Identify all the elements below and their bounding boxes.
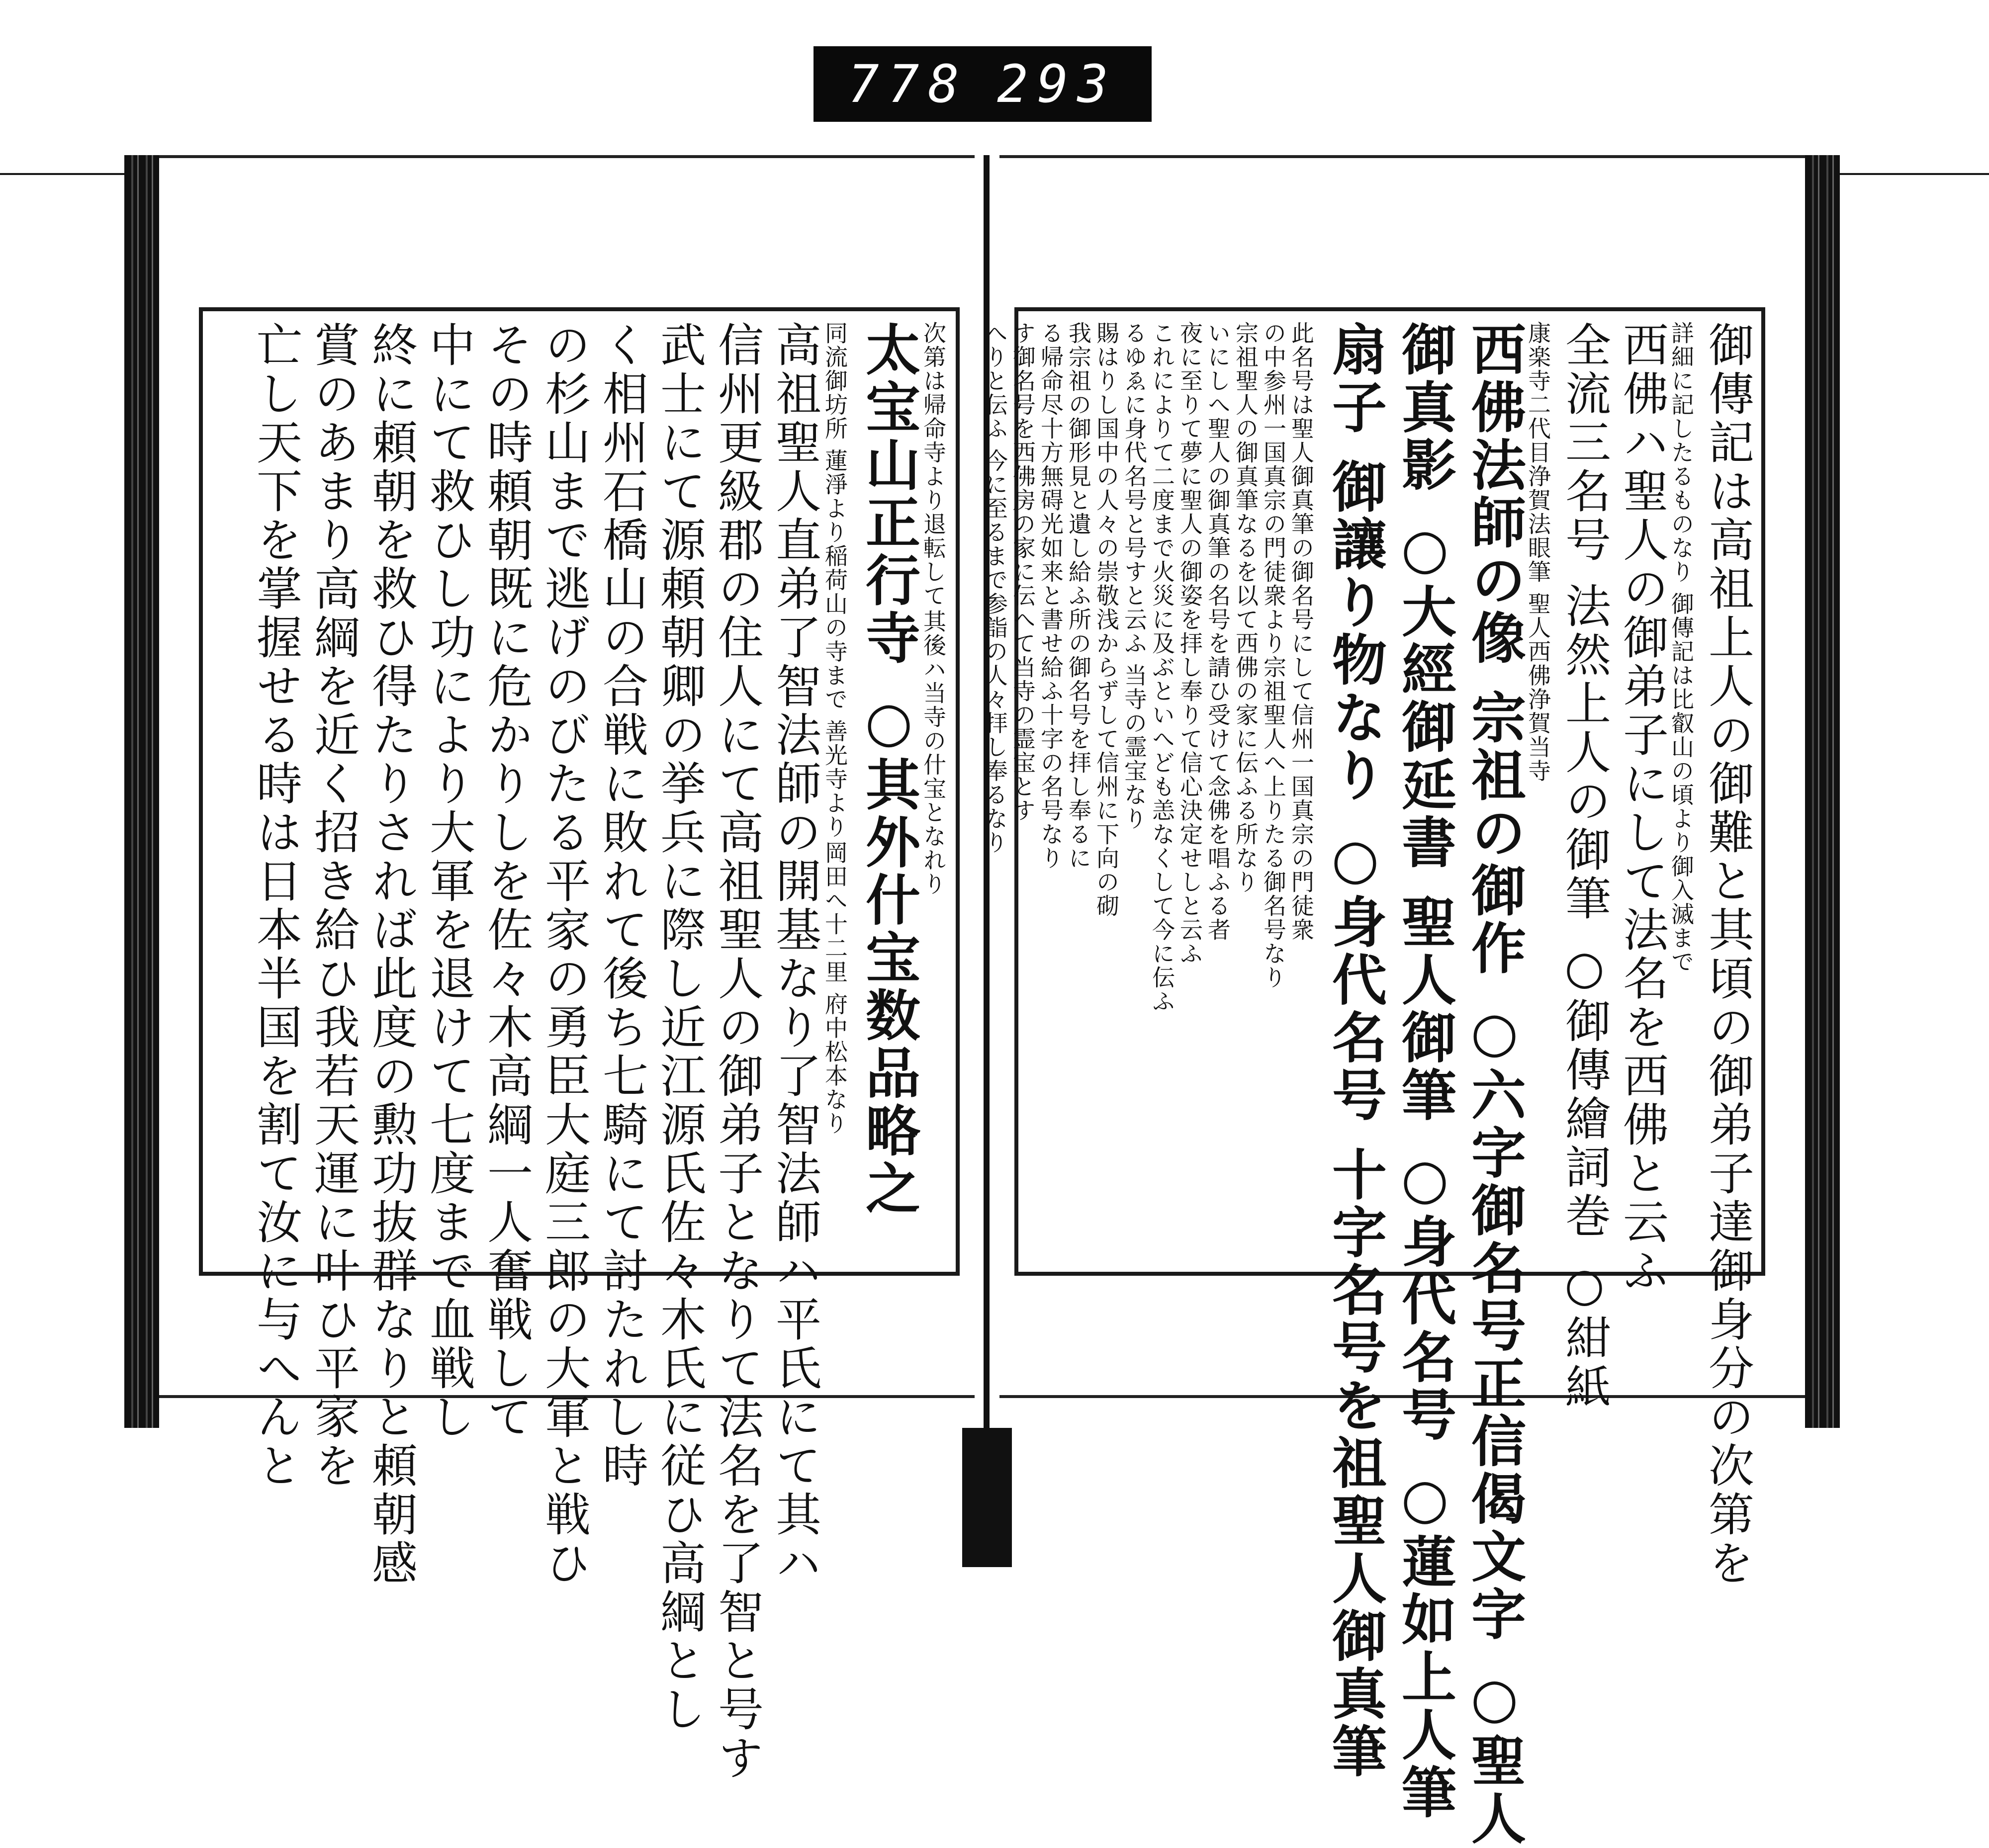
text-column: 中にて救ひし功により大軍を退けて七度まで血戦し: [422, 321, 475, 1442]
heading-column: 扇子 御讓り物なり ○身代名号 十字名号を祖聖人御真筆: [1323, 321, 1387, 1781]
text-column: す御名号を西佛房の家に伝へて当寺の霊宝とす: [1009, 321, 1036, 822]
text-column: る帰命尽十方無碍光如来と書せ給ふ十字の名号なり: [1037, 321, 1064, 870]
text-column: 亡し天下を掌握せる時は日本半国を割て汝に与へんと: [249, 321, 302, 1491]
text-column: 全流三名号 法然上人の御筆 ○御傳繪詞巻 ○紺紙: [1558, 321, 1611, 1412]
annotation-column: [922, 321, 945, 1262]
text-column: 高祖聖人直弟了智法師の開基なり了智法師ハ平氏にて其ハ: [768, 321, 821, 1588]
annotation-line: 岡田へ十二里 府中松本なり: [821, 841, 848, 1136]
text-column: 此名号は聖人御真筆の御名号にして信州一国真宗の門徒衆: [1288, 321, 1315, 942]
text-column: 武士にて源頼朝卿の挙兵に際し近江源氏佐々木氏に従ひ高綱とし: [653, 321, 706, 1734]
text-column: く相州石橋山の合戦に敗れて後ち七騎にて討たれし時: [595, 321, 648, 1491]
text-column: その時頼朝既に危かりしを佐々木高綱一人奮戦して: [480, 321, 533, 1442]
annotation-column: [823, 321, 846, 1262]
catalog-number-label: [814, 46, 1152, 122]
text-column: 我宗祖の御形見と遺し給ふ所の御名号を拝し奉るに: [1065, 321, 1092, 870]
text-column: 賜はりし国中の人々の崇敬浅からずして信州に下向の砌: [1093, 321, 1120, 918]
text-column: これによりて二度まで火災に及ぶといへども恙なくして今に伝ふ: [1149, 321, 1175, 1013]
text-column: るゆゑに身代名号と号すと云ふ 当寺の霊宝なり: [1121, 321, 1148, 831]
annotation-line: 其後ハ当寺の什宝となれり: [920, 610, 947, 896]
text-column: 賞のあまり高綱を近く招き給ひ我若天運に叶ひ平家を: [307, 321, 360, 1491]
heading-column: 西佛法師の像 宗祖の御作 ○六字御名号正信偈文字 ○聖人: [1462, 321, 1527, 1848]
text-column: の中参州一国真宗の門徒衆より宗祖聖人へ上りたる御名号なり: [1260, 321, 1287, 989]
text-column: の杉山まで逃げのびたる平家の勇臣大庭三郎の大軍と戦ひ: [538, 321, 591, 1588]
catalog-number-right: 293: [997, 54, 1117, 114]
annotation-line: 同流御坊所 蓮淨より稲荷山の寺まで 善光寺より: [821, 321, 848, 839]
left-page-text: [214, 321, 947, 1783]
annotation-line: 次第は帰命寺より退転して: [920, 321, 947, 608]
text-column: へりと伝ふ 今に至るまで参詣の人々拝し奉るなり: [982, 321, 1008, 855]
open-book: [124, 155, 1840, 1848]
left-page: [159, 155, 975, 1783]
text-column: 宗祖聖人の御真筆なるを以て西佛の家に伝ふる所なり: [1232, 321, 1259, 894]
text-column: 信州更級郡の住人にて高祖聖人の御弟子となりて法名を了智と号す: [711, 321, 764, 1783]
book-edge-right: [1805, 155, 1840, 1428]
text-column: いにしへ聖人の御真筆の名号を請ひ受けて念佛を唱ふる者: [1204, 321, 1231, 942]
text-column: 康楽寺二代目浄賀法眼筆 聖人西佛浄賀当寺: [1525, 321, 1551, 783]
right-page: [982, 155, 1805, 1848]
book-edge-left: [124, 155, 159, 1428]
left-page-frame: [199, 307, 960, 1783]
text-column: 西佛ハ聖人の御弟子にして法名を西佛と云ふ: [1616, 321, 1669, 1296]
right-page-text: [982, 321, 1754, 1848]
text-column: 詳細に記したるものなり 御傳記は比叡山の頃より御入滅まで: [1668, 321, 1695, 974]
catalog-number-left: 778: [848, 54, 968, 114]
text-column: 御傳記は高祖上人の御難と其頃の御弟子達御身分の次第を: [1701, 321, 1754, 1588]
heading-column: 太宝山正行寺 ○其外什宝数品略之: [857, 321, 921, 1218]
heading-column: 御真影 ○大經御延書 聖人御筆 ○身代名号 ○蓮如上人筆: [1393, 321, 1457, 1822]
text-column: 終に頼朝を救ひ得たりされば此度の勲功抜群なりと頼朝感: [364, 321, 418, 1588]
text-column: 夜に至りて夢に聖人の御姿を拝し奉りて信心決定せしと云ふ: [1176, 321, 1203, 966]
gutter-clip: [962, 1428, 1012, 1567]
right-page-frame: [982, 307, 1765, 1848]
